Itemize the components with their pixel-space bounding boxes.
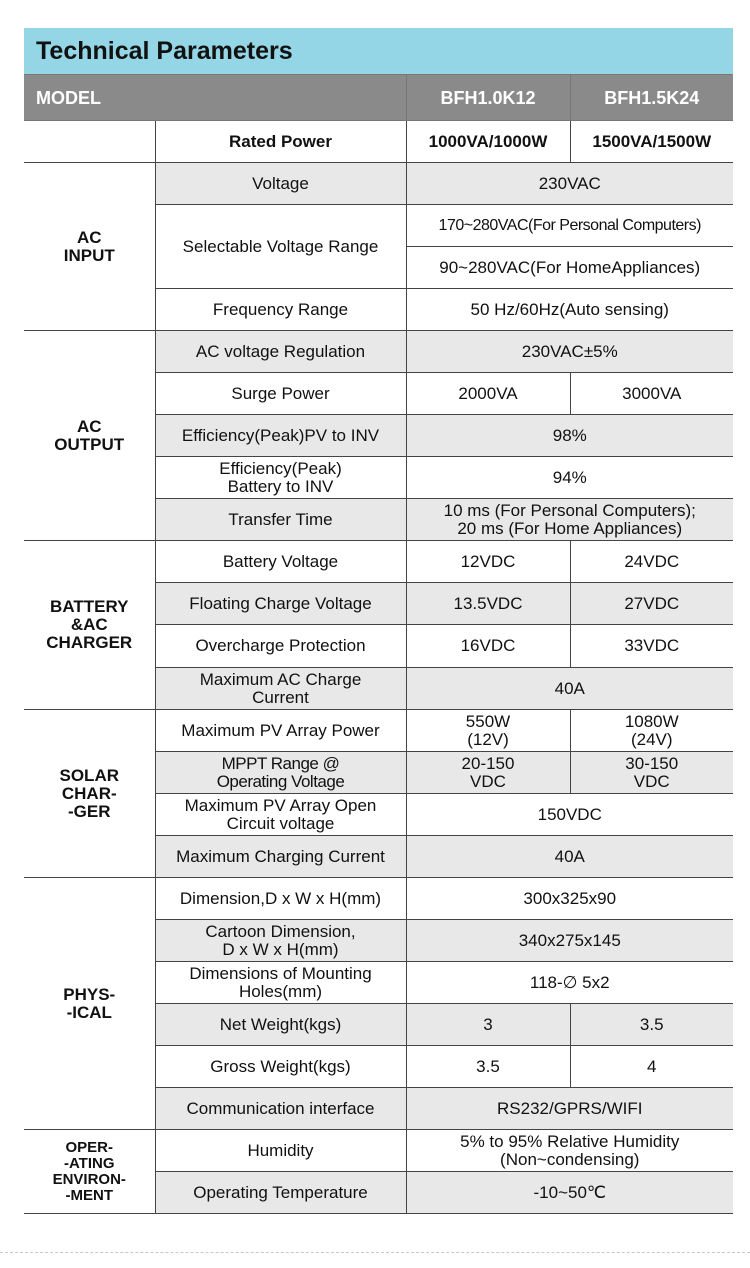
rated-power-label: Rated Power <box>155 121 406 163</box>
frequency-value: 50 Hz/60Hz(Auto sensing) <box>406 289 733 331</box>
eff-pv-value: 98% <box>406 415 733 457</box>
open-circuit-label: Maximum PV Array Open Circuit voltage <box>155 794 406 836</box>
overcharge-label: Overcharge Protection <box>155 625 406 668</box>
model-label: MODEL <box>24 75 406 121</box>
humidity-value: 5% to 95% Relative Humidity (Non~condensing) <box>406 1130 733 1172</box>
table-row <box>24 331 733 373</box>
voltage-range-label: Selectable Voltage Range <box>155 205 406 289</box>
mppt-b: 30-150 VDC <box>570 752 733 794</box>
temperature-value: -10~50℃ <box>406 1172 733 1214</box>
max-current-value: 40A <box>406 836 733 878</box>
gross-weight-b: 4 <box>570 1046 733 1088</box>
carton-label: Cartoon Dimension, D x W x H(mm) <box>155 920 406 962</box>
regulation-value: 230VAC±5% <box>406 331 733 373</box>
battery-voltage-label: Battery Voltage <box>155 541 406 583</box>
floating-label: Floating Charge Voltage <box>155 583 406 625</box>
ac-input-voltage-label: Voltage <box>155 163 406 205</box>
temperature-label: Operating Temperature <box>155 1172 406 1214</box>
regulation-label: AC voltage Regulation <box>155 331 406 373</box>
group-ac-input: AC INPUT <box>24 163 155 331</box>
surge-a: 2000VA <box>406 373 570 415</box>
battery-voltage-b: 24VDC <box>570 541 733 583</box>
model-b: BFH1.5K24 <box>570 75 733 121</box>
rated-power-b: 1500VA/1500W <box>570 121 733 163</box>
table-row <box>24 121 733 163</box>
pv-power-label: Maximum PV Array Power <box>155 710 406 752</box>
group-environment: OPER- -ATING ENVIRON- -MENT <box>24 1130 155 1214</box>
dimension-label: Dimension,D x W x H(mm) <box>155 878 406 920</box>
group-battery: BATTERY &AC CHARGER <box>24 541 155 710</box>
voltage-range-value-1: 170~280VAC(For Personal Computers) <box>406 205 733 247</box>
net-weight-a: 3 <box>406 1004 570 1046</box>
holes-value: 118-∅ 5x2 <box>406 962 733 1004</box>
eff-pv-label: Efficiency(Peak)PV to INV <box>155 415 406 457</box>
mppt-a: 20-150 VDC <box>406 752 570 794</box>
gross-weight-a: 3.5 <box>406 1046 570 1088</box>
comm-value: RS232/GPRS/WIFI <box>406 1088 733 1130</box>
surge-label: Surge Power <box>155 373 406 415</box>
pv-power-b: 1080W (24V) <box>570 710 733 752</box>
spec-table <box>24 74 733 1214</box>
holes-label: Dimensions of Mounting Holes(mm) <box>155 962 406 1004</box>
overcharge-b: 33VDC <box>570 625 733 668</box>
transfer-value: 10 ms (For Personal Computers); 20 ms (For Home Appliances) <box>406 499 733 541</box>
net-weight-b: 3.5 <box>570 1004 733 1046</box>
carton-value: 340x275x145 <box>406 920 733 962</box>
page-title: Technical Parameters <box>24 28 733 74</box>
gross-weight-label: Gross Weight(kgs) <box>155 1046 406 1088</box>
voltage-range-value-2: 90~280VAC(For HomeAppliances) <box>406 247 733 289</box>
mppt-label: MPPT Range @ Operating Voltage <box>155 752 406 794</box>
table-row <box>24 878 733 920</box>
table-row <box>24 163 733 205</box>
eff-batt-label: Efficiency(Peak) Battery to INV <box>155 457 406 499</box>
rated-power-a: 1000VA/1000W <box>406 121 570 163</box>
open-circuit-value: 150VDC <box>406 794 733 836</box>
group-solar: SOLAR CHAR- -GER <box>24 710 155 878</box>
battery-voltage-a: 12VDC <box>406 541 570 583</box>
max-ac-label: Maximum AC Charge Current <box>155 668 406 710</box>
dimension-value: 300x325x90 <box>406 878 733 920</box>
model-a: BFH1.0K12 <box>406 75 570 121</box>
surge-b: 3000VA <box>570 373 733 415</box>
floating-b: 27VDC <box>570 583 733 625</box>
floating-a: 13.5VDC <box>406 583 570 625</box>
eff-batt-value: 94% <box>406 457 733 499</box>
transfer-label: Transfer Time <box>155 499 406 541</box>
ac-input-voltage-value: 230VAC <box>406 163 733 205</box>
table-row <box>24 710 733 752</box>
table-row <box>24 1130 733 1172</box>
group-physical: PHYS- -ICAL <box>24 878 155 1130</box>
comm-label: Communication interface <box>155 1088 406 1130</box>
frequency-label: Frequency Range <box>155 289 406 331</box>
net-weight-label: Net Weight(kgs) <box>155 1004 406 1046</box>
max-current-label: Maximum Charging Current <box>155 836 406 878</box>
divider <box>0 1252 750 1254</box>
humidity-label: Humidity <box>155 1130 406 1172</box>
max-ac-value: 40A <box>406 668 733 710</box>
table-header-row <box>24 75 733 121</box>
group-ac-output: AC OUTPUT <box>24 331 155 541</box>
pv-power-a: 550W (12V) <box>406 710 570 752</box>
overcharge-a: 16VDC <box>406 625 570 668</box>
table-row <box>24 541 733 583</box>
